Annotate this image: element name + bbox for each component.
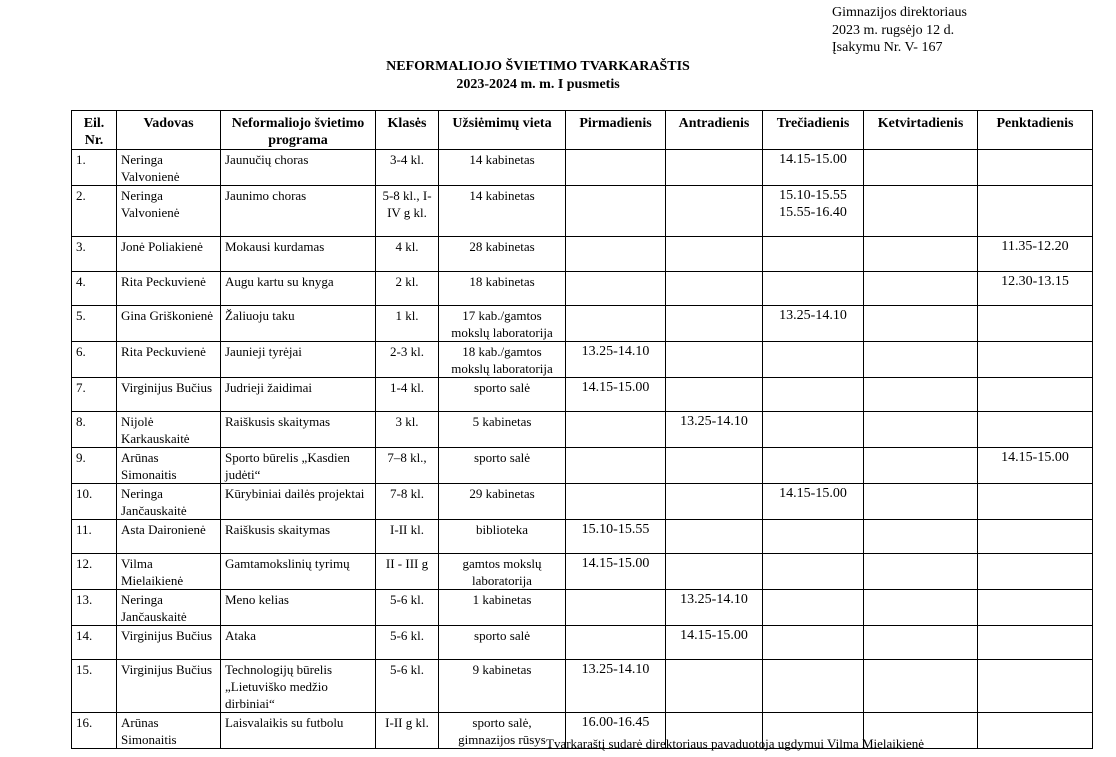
venue: 1 kabinetas	[439, 590, 566, 626]
title-main: NEFORMALIOJO ŠVIETIMO TVARKARAŠTIS	[386, 59, 690, 74]
tuesday-time: 13.25-14.10	[666, 412, 763, 448]
venue: 29 kabinetas	[439, 484, 566, 520]
thursday-time	[864, 150, 978, 186]
friday-time	[978, 150, 1093, 186]
wednesday-time	[763, 412, 864, 448]
program-name: Raiškusis skaitymas	[221, 412, 376, 448]
table-row	[72, 626, 1093, 660]
wednesday-time	[763, 590, 864, 626]
program-name: Technologijų būrelis „Lietuviško medžio dirbiniai“	[221, 660, 376, 713]
row-number: 10.	[72, 484, 117, 520]
program-name: Gamtamokslinių tyrimų	[221, 554, 376, 590]
tuesday-time: 14.15-15.00	[666, 626, 763, 660]
leader-name: Vilma Mielaikienė	[117, 554, 221, 590]
wednesday-time	[763, 378, 864, 412]
thursday-time	[864, 186, 978, 237]
document-title	[0, 58, 1076, 94]
table-row	[72, 412, 1093, 448]
title-period: 2023-2024 m. m. I pusmetis	[456, 77, 620, 92]
row-number: 7.	[72, 378, 117, 412]
thursday-time	[864, 378, 978, 412]
table-row	[72, 237, 1093, 272]
tuesday-time	[666, 660, 763, 713]
monday-time: 15.10-15.55	[566, 520, 666, 554]
monday-time	[566, 412, 666, 448]
table-row	[72, 272, 1093, 306]
header-venue: Užsiėmimų vieta	[439, 111, 566, 150]
monday-time	[566, 186, 666, 237]
header-leader: Vadovas	[117, 111, 221, 150]
tuesday-time	[666, 186, 763, 237]
classes: I-II g kl.	[376, 713, 439, 749]
leader-name: Asta Daironienė	[117, 520, 221, 554]
table-row	[72, 342, 1093, 378]
program-name: Ataka	[221, 626, 376, 660]
tuesday-time	[666, 484, 763, 520]
row-number: 5.	[72, 306, 117, 342]
table-row	[72, 520, 1093, 554]
program-name: Jaunieji tyrėjai	[221, 342, 376, 378]
program-name: Jaunimo choras	[221, 186, 376, 237]
monday-time	[566, 590, 666, 626]
classes: 5-6 kl.	[376, 590, 439, 626]
monday-time: 13.25-14.10	[566, 342, 666, 378]
thursday-time	[864, 448, 978, 484]
wednesday-time	[763, 520, 864, 554]
thursday-time	[864, 520, 978, 554]
leader-name: Neringa Jančauskaitė	[117, 484, 221, 520]
venue: 9 kabinetas	[439, 660, 566, 713]
program-name: Jaunučių choras	[221, 150, 376, 186]
venue: 17 kab./gamtos mokslų laboratorija	[439, 306, 566, 342]
tuesday-time	[666, 306, 763, 342]
schedule-body	[72, 150, 1093, 749]
tuesday-time	[666, 342, 763, 378]
row-number: 12.	[72, 554, 117, 590]
approval-line-3: Įsakymu Nr. V- 167	[832, 40, 943, 55]
classes: 7-8 kl.	[376, 484, 439, 520]
leader-name: Nijolė Karkauskaitė	[117, 412, 221, 448]
venue: sporto salė, gimnazijos rūsys	[439, 713, 566, 749]
row-number: 8.	[72, 412, 117, 448]
program-name: Augu kartu su knyga	[221, 272, 376, 306]
table-row	[72, 554, 1093, 590]
monday-time	[566, 150, 666, 186]
table-row	[72, 186, 1093, 237]
friday-time	[978, 484, 1093, 520]
thursday-time	[864, 484, 978, 520]
program-name: Kūrybiniai dailės projektai	[221, 484, 376, 520]
header-monday: Pirmadienis	[566, 111, 666, 150]
leader-name: Arūnas Simonaitis	[117, 448, 221, 484]
header-program: Neformaliojo švietimo programa	[221, 111, 376, 150]
table-row	[72, 660, 1093, 713]
leader-name: Arūnas Simonaitis	[117, 713, 221, 749]
row-number: 3.	[72, 237, 117, 272]
wednesday-time	[763, 272, 864, 306]
leader-name: Virginijus Bučius	[117, 660, 221, 713]
venue: 5 kabinetas	[439, 412, 566, 448]
footer-note: Tvarkaraštį sudarė direktoriaus pavaduotoja ugdymui Vilma Mielaikienė	[546, 736, 925, 751]
tuesday-time	[666, 554, 763, 590]
wednesday-time	[763, 660, 864, 713]
header-row	[72, 111, 1093, 150]
header-classes: Klasės	[376, 111, 439, 150]
friday-time	[978, 660, 1093, 713]
thursday-time	[864, 306, 978, 342]
leader-name: Virginijus Bučius	[117, 626, 221, 660]
program-name: Judrieji žaidimai	[221, 378, 376, 412]
classes: 4 kl.	[376, 237, 439, 272]
thursday-time	[864, 554, 978, 590]
approval-line-2: 2023 m. rugsėjo 12 d.	[832, 22, 955, 38]
friday-time	[978, 412, 1093, 448]
row-number: 15.	[72, 660, 117, 713]
tuesday-time	[666, 520, 763, 554]
row-number: 16.	[72, 713, 117, 749]
row-number: 11.	[72, 520, 117, 554]
program-name: Sporto būrelis „Kasdien judėti“	[221, 448, 376, 484]
leader-name: Rita Peckuvienė	[117, 342, 221, 378]
approval-line-1: Gimnazijos direktoriaus	[832, 5, 967, 20]
venue: 18 kab./gamtos mokslų laboratorija	[439, 342, 566, 378]
friday-time	[978, 186, 1093, 237]
leader-name: Neringa Valvonienė	[117, 150, 221, 186]
leader-name: Jonė Poliakienė	[117, 237, 221, 272]
friday-time	[978, 306, 1093, 342]
row-number: 1.	[72, 150, 117, 186]
wednesday-time	[763, 626, 864, 660]
venue: biblioteka	[439, 520, 566, 554]
thursday-time	[864, 342, 978, 378]
venue: sporto salė	[439, 626, 566, 660]
classes: II - III g	[376, 554, 439, 590]
venue: 28 kabinetas	[439, 237, 566, 272]
tuesday-time	[666, 150, 763, 186]
tuesday-time	[666, 448, 763, 484]
schedule-table	[71, 110, 1093, 749]
wednesday-time: 14.15-15.00	[763, 484, 864, 520]
leader-name: Neringa Valvonienė	[117, 186, 221, 237]
monday-time: 16.00-16.45	[566, 713, 666, 749]
venue: 14 kabinetas	[439, 186, 566, 237]
classes: 2-3 kl.	[376, 342, 439, 378]
monday-time: 14.15-15.00	[566, 554, 666, 590]
table-row	[72, 484, 1093, 520]
classes: 5-8 kl., I-IV g kl.	[376, 186, 439, 237]
classes: 2 kl.	[376, 272, 439, 306]
row-number: 4.	[72, 272, 117, 306]
table-row	[72, 150, 1093, 186]
friday-time	[978, 378, 1093, 412]
venue: 14 kabinetas	[439, 150, 566, 186]
monday-time	[566, 448, 666, 484]
monday-time: 13.25-14.10	[566, 660, 666, 713]
venue: sporto salė	[439, 448, 566, 484]
venue: 18 kabinetas	[439, 272, 566, 306]
tuesday-time: 13.25-14.10	[666, 590, 763, 626]
classes: I-II kl.	[376, 520, 439, 554]
thursday-time	[864, 237, 978, 272]
friday-time	[978, 713, 1093, 749]
row-number: 2.	[72, 186, 117, 237]
classes: 5-6 kl.	[376, 660, 439, 713]
wednesday-time	[763, 554, 864, 590]
header-no: Eil. Nr.	[72, 111, 117, 150]
row-number: 13.	[72, 590, 117, 626]
friday-time	[978, 554, 1093, 590]
friday-time: 14.15-15.00	[978, 448, 1093, 484]
program-name: Žaliuoju taku	[221, 306, 376, 342]
tuesday-time	[666, 237, 763, 272]
monday-time: 14.15-15.00	[566, 378, 666, 412]
wednesday-time: 15.10-15.55 15.55-16.40	[763, 186, 864, 237]
program-name: Laisvalaikis su futbolu	[221, 713, 376, 749]
venue: sporto salė	[439, 378, 566, 412]
monday-time	[566, 626, 666, 660]
classes: 1 kl.	[376, 306, 439, 342]
program-name: Meno kelias	[221, 590, 376, 626]
program-name: Mokausi kurdamas	[221, 237, 376, 272]
leader-name: Rita Peckuvienė	[117, 272, 221, 306]
classes: 5-6 kl.	[376, 626, 439, 660]
venue: gamtos mokslų laboratorija	[439, 554, 566, 590]
header-wednesday: Trečiadienis	[763, 111, 864, 150]
wednesday-time: 13.25-14.10	[763, 306, 864, 342]
thursday-time	[864, 590, 978, 626]
classes: 3-4 kl.	[376, 150, 439, 186]
header-tuesday: Antradienis	[666, 111, 763, 150]
row-number: 6.	[72, 342, 117, 378]
monday-time	[566, 237, 666, 272]
approval-block	[832, 4, 967, 57]
wednesday-time: 14.15-15.00	[763, 150, 864, 186]
wednesday-time	[763, 448, 864, 484]
thursday-time	[864, 412, 978, 448]
program-name: Raiškusis skaitymas	[221, 520, 376, 554]
table-row	[72, 590, 1093, 626]
classes: 3 kl.	[376, 412, 439, 448]
monday-time	[566, 306, 666, 342]
friday-time	[978, 626, 1093, 660]
tuesday-time	[666, 378, 763, 412]
monday-time	[566, 272, 666, 306]
friday-time	[978, 520, 1093, 554]
tuesday-time	[666, 272, 763, 306]
table-row	[72, 306, 1093, 342]
row-number: 9.	[72, 448, 117, 484]
leader-name: Virginijus Bučius	[117, 378, 221, 412]
monday-time	[566, 484, 666, 520]
wednesday-time	[763, 237, 864, 272]
leader-name: Neringa Jančauskaitė	[117, 590, 221, 626]
row-number: 14.	[72, 626, 117, 660]
leader-name: Gina Griškonienė	[117, 306, 221, 342]
table-row	[72, 378, 1093, 412]
friday-time: 12.30-13.15	[978, 272, 1093, 306]
wednesday-time	[763, 342, 864, 378]
friday-time	[978, 590, 1093, 626]
thursday-time	[864, 626, 978, 660]
table-row	[72, 448, 1093, 484]
header-thursday: Ketvirtadienis	[864, 111, 978, 150]
friday-time	[978, 342, 1093, 378]
classes: 1-4 kl.	[376, 378, 439, 412]
friday-time: 11.35-12.20	[978, 237, 1093, 272]
thursday-time	[864, 272, 978, 306]
header-friday: Penktadienis	[978, 111, 1093, 150]
classes: 7–8 kl.,	[376, 448, 439, 484]
thursday-time	[864, 660, 978, 713]
